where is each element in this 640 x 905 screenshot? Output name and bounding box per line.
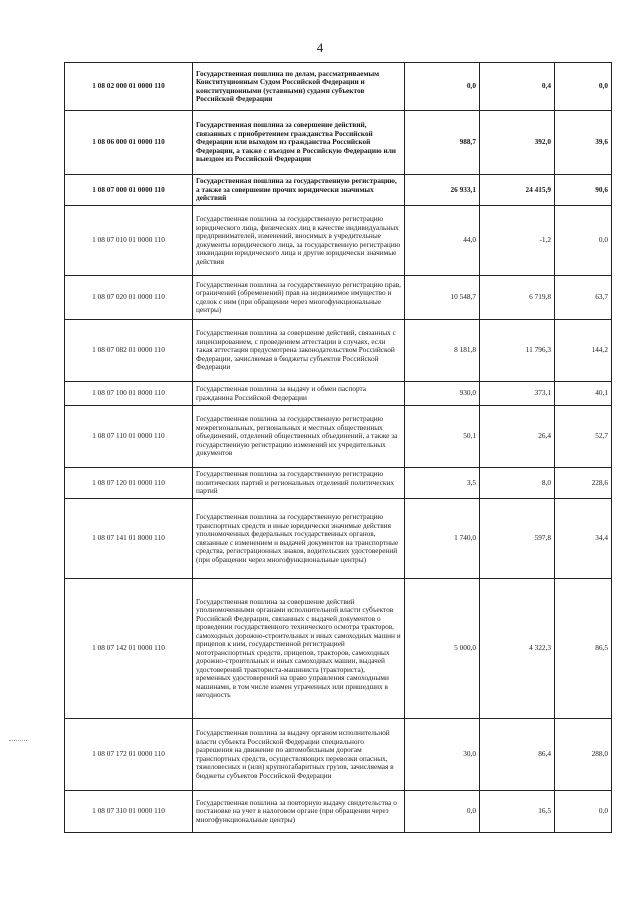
budget-code-cell: 1 08 07 000 01 0000 110 — [65, 175, 193, 206]
table-row — [65, 175, 612, 206]
budget-code-cell: 1 08 07 142 01 0000 110 — [65, 579, 193, 719]
percent-cell: 0,0 — [555, 791, 612, 833]
percent-cell: 40,1 — [555, 382, 612, 406]
budget-code-cell: 1 08 07 172 01 0000 110 — [65, 719, 193, 791]
plan-value-cell: 930,0 — [405, 382, 480, 406]
actual-value-cell: 4 322,3 — [480, 579, 555, 719]
description-cell: Государственная пошлина за государственную регистрацию политических партий и региональных отделений политических партий — [193, 468, 405, 499]
description-cell: Государственная пошлина за государственную регистрацию межрегиональных, региональных и местных общественных объединений, отделений общественных объединений, а также за государственную регистрацию изменений их учредительных документов — [193, 406, 405, 468]
budget-code-cell: 1 08 02 000 01 0000 110 — [65, 63, 193, 111]
description-cell: Государственная пошлина за повторную выдачу свидетельства о постановке на учет в налоговом органе (при обращении через многофункциональные центры) — [193, 791, 405, 833]
percent-cell: 52,7 — [555, 406, 612, 468]
budget-code-cell: 1 08 07 110 01 0000 110 — [65, 406, 193, 468]
budget-code-cell: 1 08 06 000 01 0000 110 — [65, 111, 193, 175]
plan-value-cell: 26 933,1 — [405, 175, 480, 206]
actual-value-cell: 16,5 — [480, 791, 555, 833]
table-row — [65, 63, 612, 111]
percent-cell: 86,5 — [555, 579, 612, 719]
description-cell: Государственная пошлина за выдачу органом исполнительной власти субъекта Российской Федерации специального разрешения на движение по автомобильным дорогам транспортных средств, осуществляющих перевозки опасных, тяжеловесных и (или) крупногабаритных грузов, зачисляемая в бюджеты субъектов Российской Федерации — [193, 719, 405, 791]
percent-cell: 63,7 — [555, 276, 612, 320]
budget-code-cell: 1 08 07 010 01 0000 110 — [65, 206, 193, 276]
percent-cell: 228,6 — [555, 468, 612, 499]
budget-code-cell: 1 08 07 141 01 8000 110 — [65, 499, 193, 579]
table-row — [65, 406, 612, 468]
margin-mark — [9, 740, 27, 741]
table-row — [65, 320, 612, 382]
table-row — [65, 579, 612, 719]
actual-value-cell: -1,2 — [480, 206, 555, 276]
table-row — [65, 382, 612, 406]
table-row — [65, 499, 612, 579]
percent-cell: 288,0 — [555, 719, 612, 791]
description-cell: Государственная пошлина за выдачу и обмен паспорта гражданина Российской Федерации — [193, 382, 405, 406]
plan-value-cell: 988,7 — [405, 111, 480, 175]
budget-code-cell: 1 08 07 310 01 0000 110 — [65, 791, 193, 833]
plan-value-cell: 30,0 — [405, 719, 480, 791]
description-cell: Государственная пошлина по делам, рассматриваемым Конституционным Судом Российской Федерации и конституционными (уставными) судами субъектов Российской Федерации — [193, 63, 405, 111]
plan-value-cell: 8 181,8 — [405, 320, 480, 382]
plan-value-cell: 10 548,7 — [405, 276, 480, 320]
plan-value-cell: 1 740,0 — [405, 499, 480, 579]
percent-cell: 90,6 — [555, 175, 612, 206]
page-number: 4 — [316, 40, 324, 55]
description-cell: Государственная пошлина за государственную регистрацию транспортных средств и иные юридически значимые действия уполномоченных федеральных государственных органов, связанные с изменением и выдачей документов на транспортные средства, регистрационных знаков, водительских удостоверений (при обращении через многофункциональные центры) — [193, 499, 405, 579]
description-cell: Государственная пошлина за государственную регистрацию, а также за совершение прочих юридически значимых действий — [193, 175, 405, 206]
actual-value-cell: 86,4 — [480, 719, 555, 791]
actual-value-cell: 597,8 — [480, 499, 555, 579]
budget-code-cell: 1 08 07 100 01 8000 110 — [65, 382, 193, 406]
plan-value-cell: 5 000,0 — [405, 579, 480, 719]
table-row — [65, 111, 612, 175]
table-row — [65, 719, 612, 791]
percent-cell: 34,4 — [555, 499, 612, 579]
description-cell: Государственная пошлина за совершение действий, связанных с лицензированием, с проведением аттестации в случаях, если такая аттестация предусмотрена законодательством Российской Федерации, зачисляемая в бюджеты субъектов Российской Федерации — [193, 320, 405, 382]
description-cell: Государственная пошлина за государственную регистрацию юридического лица, физических лиц в качестве индивидуальных предпринимателей, изменений, вносимых в учредительные документы юридического лица, за государственную регистрацию ликвидации юридического лица и другие юридически значимые действия — [193, 206, 405, 276]
table-row — [65, 206, 612, 276]
plan-value-cell: 0,0 — [405, 63, 480, 111]
percent-cell: 0,0 — [555, 63, 612, 111]
table-row — [65, 468, 612, 499]
description-cell: Государственная пошлина за государственную регистрацию прав, ограничений (обременений) прав на недвижимое имущество и сделок с ним (при обращении через многофункциональные центры) — [193, 276, 405, 320]
table-row — [65, 791, 612, 833]
plan-value-cell: 44,0 — [405, 206, 480, 276]
plan-value-cell: 50,1 — [405, 406, 480, 468]
budget-code-cell: 1 08 07 020 01 0000 110 — [65, 276, 193, 320]
actual-value-cell: 26,4 — [480, 406, 555, 468]
actual-value-cell: 6 719,8 — [480, 276, 555, 320]
percent-cell: 144,2 — [555, 320, 612, 382]
state-duty-table — [64, 62, 612, 833]
description-cell: Государственная пошлина за совершение действий, связанных с приобретением гражданства Российской Федерации или выходом из гражданства Российской Федерации, а также с въездом в Российскую Федерацию или выездом из Российской Федерации — [193, 111, 405, 175]
table-body — [65, 63, 612, 833]
actual-value-cell: 392,0 — [480, 111, 555, 175]
description-cell: Государственная пошлина за совершение действий уполномоченными органами исполнительной власти субъектов Российской Федерации, связанных с выдачей документов о проведении государственного технического осмотра тракторов, самоходных дорожно-строительных и иных самоходных машин и прицепов к ним, государственной регистрацией мототранспортных средств, прицепов, тракторов, самоходных дорожно-строительных и иных самоходных машин, выдачей удостоверений тракториста-машиниста (тракториста), временных удостоверений на право управления самоходными машинами, в том числе взамен утраченных или пришедших в негодность — [193, 579, 405, 719]
plan-value-cell: 0,0 — [405, 791, 480, 833]
percent-cell: 0,0 — [555, 206, 612, 276]
table-row — [65, 276, 612, 320]
actual-value-cell: 0,4 — [480, 63, 555, 111]
percent-cell: 39,6 — [555, 111, 612, 175]
actual-value-cell: 373,1 — [480, 382, 555, 406]
plan-value-cell: 3,5 — [405, 468, 480, 499]
budget-code-cell: 1 08 07 082 01 0000 110 — [65, 320, 193, 382]
actual-value-cell: 8,0 — [480, 468, 555, 499]
actual-value-cell: 11 796,3 — [480, 320, 555, 382]
actual-value-cell: 24 415,9 — [480, 175, 555, 206]
budget-code-cell: 1 08 07 120 01 0000 110 — [65, 468, 193, 499]
